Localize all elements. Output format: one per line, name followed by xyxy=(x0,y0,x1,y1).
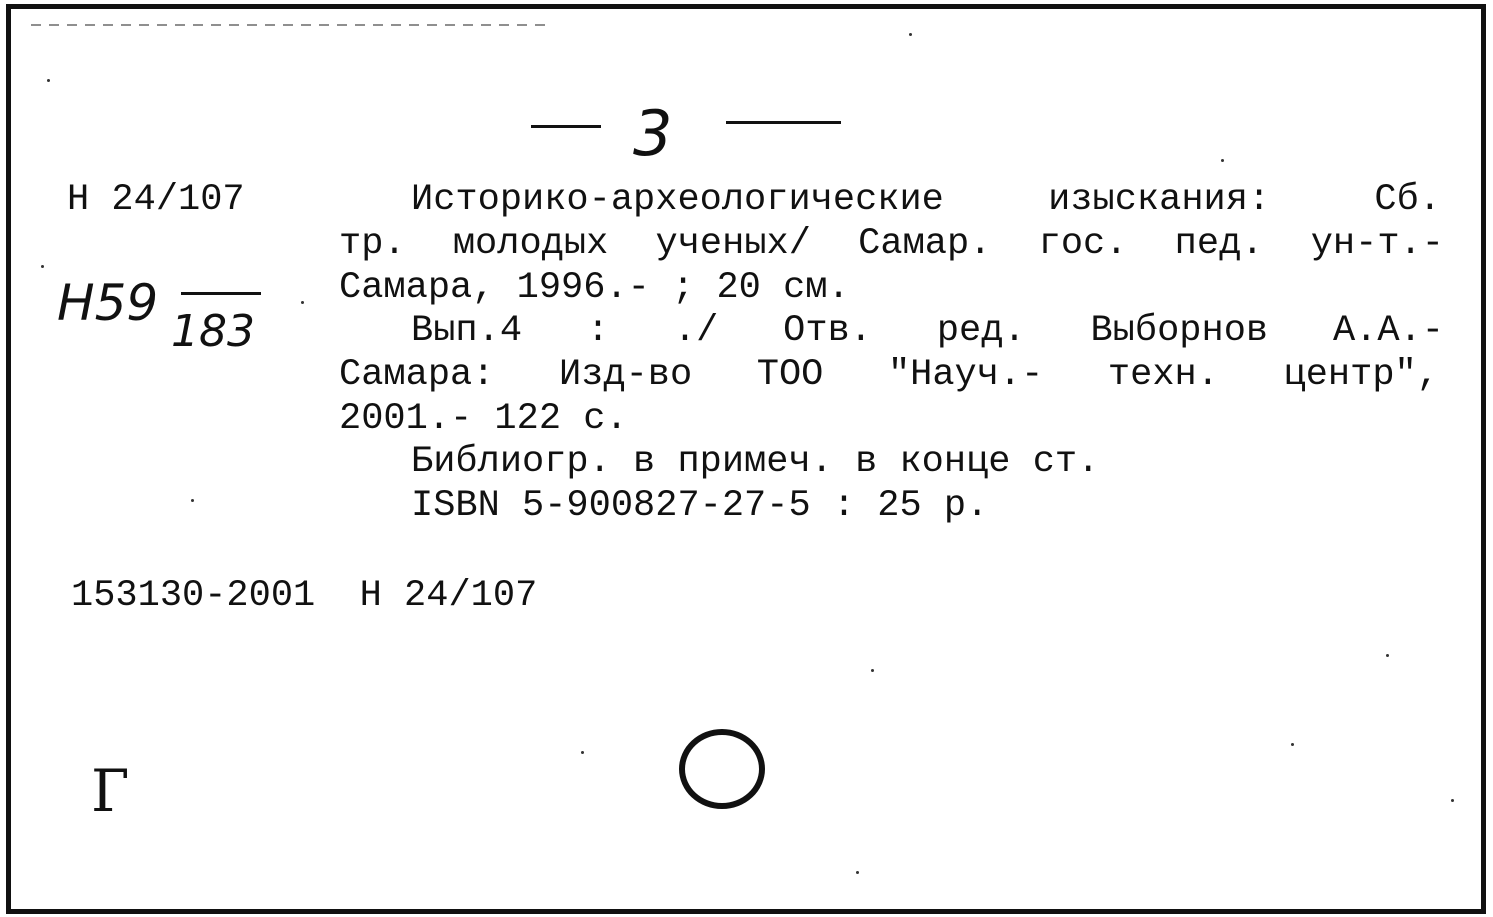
title-line-1 xyxy=(411,179,1441,222)
scan-speck xyxy=(1451,799,1454,802)
scan-speck xyxy=(1291,743,1294,746)
title-word: пед. xyxy=(1174,223,1264,265)
shelf-mark-main: Н59 xyxy=(57,274,159,332)
scan-speck xyxy=(1221,159,1224,162)
bibliography-note: Библиогр. в примеч. в конце ст. xyxy=(411,441,1100,483)
corner-mark: Г xyxy=(91,757,130,825)
issue-line-3: 2001.- 122 с. xyxy=(339,398,628,440)
title-word: ун-т.- xyxy=(1310,223,1444,265)
title-line-2 xyxy=(339,223,1444,266)
issue-word: Отв. xyxy=(783,310,872,352)
issue-word: А.А.- xyxy=(1332,310,1444,352)
issue-word: техн. xyxy=(1107,354,1219,396)
catalog-card xyxy=(6,4,1486,914)
issue-word: ред. xyxy=(936,310,1026,352)
page-number: 3 xyxy=(633,97,673,170)
issue-word: "Науч.- xyxy=(887,354,1044,396)
call-number: Н 24/107 xyxy=(67,179,245,221)
issue-word: Выборнов xyxy=(1090,310,1269,352)
scan-speck xyxy=(856,871,859,874)
title-word: Сб. xyxy=(1374,179,1441,221)
scan-speck xyxy=(191,499,194,502)
scan-speck xyxy=(47,79,50,82)
scan-speck xyxy=(301,301,304,304)
title-word: тр. xyxy=(339,223,406,265)
scan-speck xyxy=(1386,654,1389,657)
scan-speck xyxy=(581,751,584,754)
issue-word: : xyxy=(586,310,610,352)
scan-speck xyxy=(871,669,874,672)
page-number-right-dash xyxy=(726,121,841,124)
punch-hole xyxy=(679,729,765,809)
isbn-line: ISBN 5-900827-27-5 : 25 р. xyxy=(411,485,989,527)
shelf-mark-number: 183 xyxy=(171,306,255,357)
issue-word: Изд-во xyxy=(558,354,693,396)
top-dotted-rule xyxy=(31,24,551,26)
shelf-mark-fraction-bar xyxy=(181,292,261,295)
title-word: гос. xyxy=(1038,223,1128,265)
issue-word: центр", xyxy=(1283,354,1439,396)
issue-line-2 xyxy=(339,354,1439,397)
title-word: Историко-археологические xyxy=(411,179,944,221)
title-word: ученых/ xyxy=(655,223,811,265)
issue-word: ТОО xyxy=(756,354,824,396)
page-number-left-dash xyxy=(531,125,601,128)
title-line-3: Самара, 1996.- ; 20 см. xyxy=(339,267,850,309)
issue-word: Вып.4 xyxy=(411,310,523,352)
title-word: молодых xyxy=(452,223,609,265)
title-word: изыскания: xyxy=(1048,179,1271,221)
inventory-number: 153130-2001 Н 24/107 xyxy=(71,575,538,617)
issue-word: ./ xyxy=(673,310,719,352)
scan-speck xyxy=(41,265,44,268)
title-word: Самар. xyxy=(858,223,992,265)
scan-speck xyxy=(909,33,912,36)
issue-line-1 xyxy=(411,310,1444,353)
issue-word: Самара: xyxy=(339,354,495,396)
